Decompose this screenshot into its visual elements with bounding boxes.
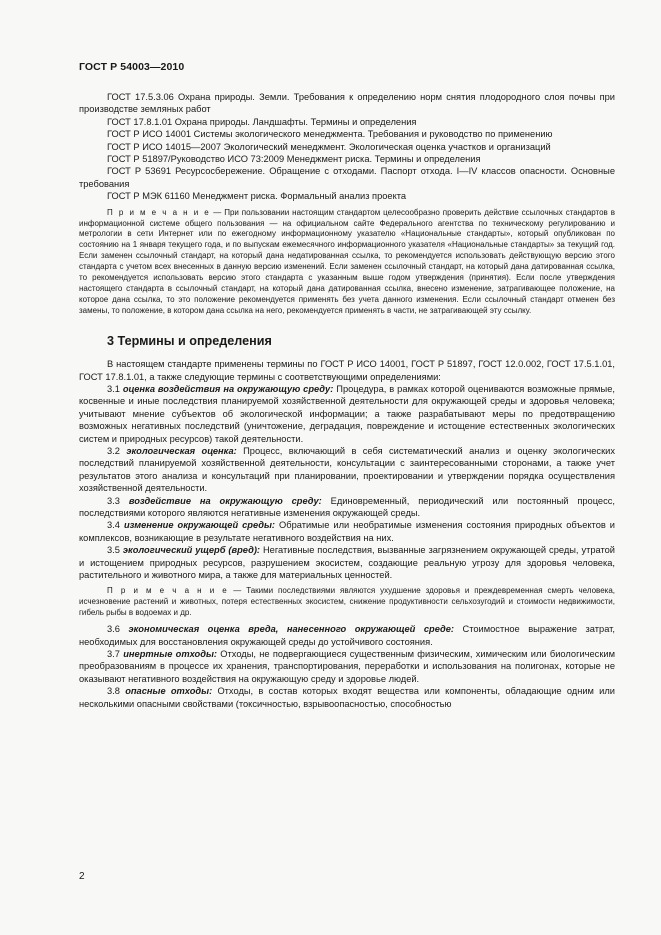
term-definition xyxy=(79,544,615,581)
term-number: 3.5 xyxy=(107,545,120,556)
note-ecological-damage xyxy=(79,586,615,619)
term-number: 3.2 xyxy=(107,445,120,456)
term-text: Процесс, включающий в себя систематический анализ и оценку экологических последствий планируемой хозяйственной деятельности, консультации с заинтересованными сторонами, а также учет результатов этого анализа и консультаций при планировании, проектировании и утверждении порядка осуществления хозяйственной деятельности. xyxy=(79,445,615,494)
page-number: 2 xyxy=(79,871,85,882)
term-text: Единовременный, периодический или постоянный процесс, последствиями которого являются негативные изменения окружающей среды. xyxy=(79,495,615,518)
term-number: 3.1 xyxy=(107,383,120,394)
term-text: Негативные последствия, вызванные загрязнением окружающей среды, утратой и истощением природных ресурсов, разрушением экосистем, создающие реальную угрозу для здоровья человека, растительного и животного мира, а также для материальных ценностей. xyxy=(79,545,615,581)
term-name: изменение окружающей среды: xyxy=(123,520,276,531)
reference-item: ГОСТ Р ИСО 14015—2007 Экологический менеджмент. Экологическая оценка участков и организаций xyxy=(107,141,551,152)
term-text: Стоимостное выражение затрат, необходимых для восстановления окружающей среды до устойчивого состояния. xyxy=(79,624,615,647)
section-title: 3 Термины и определения xyxy=(107,333,272,348)
document-code-header: ГОСТ Р 54003—2010 xyxy=(79,61,185,73)
term-definition xyxy=(79,445,615,495)
note-label: П р и м е ч а н и е xyxy=(107,207,211,217)
term-name: оценка воздействия на окружающую среду: xyxy=(122,383,334,394)
note-text: — Такими последствиями являются ухудшение здоровья и преждевременная смерть человека, исчезновение растений и животных, потеря естественных экосистем, снижение продуктивности сельхозугодий и стоимости недвижимости, гибель рыбы в водоемах и др. xyxy=(79,586,615,618)
section-intro: В настоящем стандарте применены термины по ГОСТ Р ИСО 14001, ГОСТ Р 51897, ГОСТ 12.0.002, ГОСТ 17.5.1.01, ГОСТ 17.8.1.01, а также следующие термины с соответствующими определениями: xyxy=(79,359,615,382)
term-text: Отходы, в состав которых входят вещества или компоненты, обладающие одним или несколькими опасными свойствами (токсичностью, взрывоопасностью, способностью xyxy=(79,686,615,709)
term-name: экономическая оценка вреда, нанесенного окружающей среде: xyxy=(128,624,454,635)
term-number: 3.4 xyxy=(107,520,120,531)
term-name: инертные отходы: xyxy=(123,648,217,659)
term-text: Процедура, в рамках которой оцениваются возможные прямые, косвенные и иные последствия планируемой хозяйственной деятельности для окружающей среды и здоровья человека; учитывают мнение субъектов об экологической информации; а также разрабатывают меры по предотвращению возможных негативных последствий (уничтожение, деградация, повреждение и истощение естественных экологических систем и природных ресурсов) такой деятельности. xyxy=(79,383,615,444)
term-name: экологический ущерб (вред): xyxy=(122,545,261,556)
term-definition xyxy=(79,648,615,685)
term-number: 3.6 xyxy=(107,624,120,635)
term-definition xyxy=(79,495,615,520)
reference-item: ГОСТ Р МЭК 61160 Менеджмент риска. Формальный анализ проекта xyxy=(107,191,407,202)
term-text: Отходы, не подвергающиеся существенным физическим, химическим или биологическим преобразованиям в процессе их хранения, транспортирования, переработки и использования на полигонах, которые не оказывают негативного воздействия на окружающую среду и здоровье людей. xyxy=(79,648,615,684)
term-name: экологическая оценка: xyxy=(126,445,237,456)
reference-item: ГОСТ 17.8.1.01 Охрана природы. Ландшафты. Термины и определения xyxy=(107,116,417,127)
term-number: 3.7 xyxy=(107,648,120,659)
document-body xyxy=(79,91,615,710)
note-referenced-standards xyxy=(79,208,615,317)
reference-item: ГОСТ 17.5.3.06 Охрана природы. Земли. Требования к определению норм снятия плодородного слоя почвы при производстве земляных работ xyxy=(79,92,615,115)
term-text: Обратимые или необратимые изменения состояния природных объектов и комплексов, возникающие в результате негативного воздействия на них. xyxy=(79,520,615,543)
reference-item: ГОСТ Р 51897/Руководство ИСО 73:2009 Менеджмент риска. Термины и определения xyxy=(107,154,481,165)
note-text: — При пользовании настоящим стандартом целесообразно проверить действие ссылочных стандартов в информационной системе общего пользования — на официальном сайте Федерального агентства по техническому регулированию и метрологии в сети Интернет или по ежегодному информационному указателю «Национальные стандарты», который опубликован по состоянию на 1 января текущего года, и по выпускам ежемесячного информационного указателя «Национальные стандарты» за текущий год. Если заменен ссылочный стандарт, на который дана недатированная ссылка, то рекомендуется использовать действующую версию этого стандарта с учетом всех внесенных в данную версию изменений. Если заменен ссылочный стандарт, на который дана датированная ссылка, то рекомендуется использовать версию этого стандарта с указанным выше годом утверждения (принятия). Если после утверждения настоящего стандарта в ссылочный стандарт, на который дана датированная ссылка, внесено изменение, затрагивающее положение, на которое дана ссылка, то это положение рекомендуется применять без учета данного изменения. Если ссылочный стандарт отменен без замены, то положение, в котором дана ссылка на него, рекомендуется применять в части, не затрагивающей эту ссылку. xyxy=(79,207,615,315)
term-number: 3.8 xyxy=(107,686,120,697)
term-definition xyxy=(79,623,615,648)
term-definition xyxy=(79,519,615,544)
term-name: воздействие на окружающую среду: xyxy=(128,495,322,506)
reference-item: ГОСТ Р 53691 Ресурсосбережение. Обращение с отходами. Паспорт отхода. I—IV классов опасности. Основные требования xyxy=(79,166,615,189)
term-name: опасные отходы: xyxy=(125,686,213,697)
term-definition xyxy=(79,685,615,710)
term-definition xyxy=(79,383,615,445)
note-label: П р и м е ч а н и е xyxy=(107,586,229,596)
term-number: 3.3 xyxy=(107,495,120,506)
reference-item: ГОСТ Р ИСО 14001 Системы экологического менеджмента. Требования и руководство по применению xyxy=(107,129,553,140)
